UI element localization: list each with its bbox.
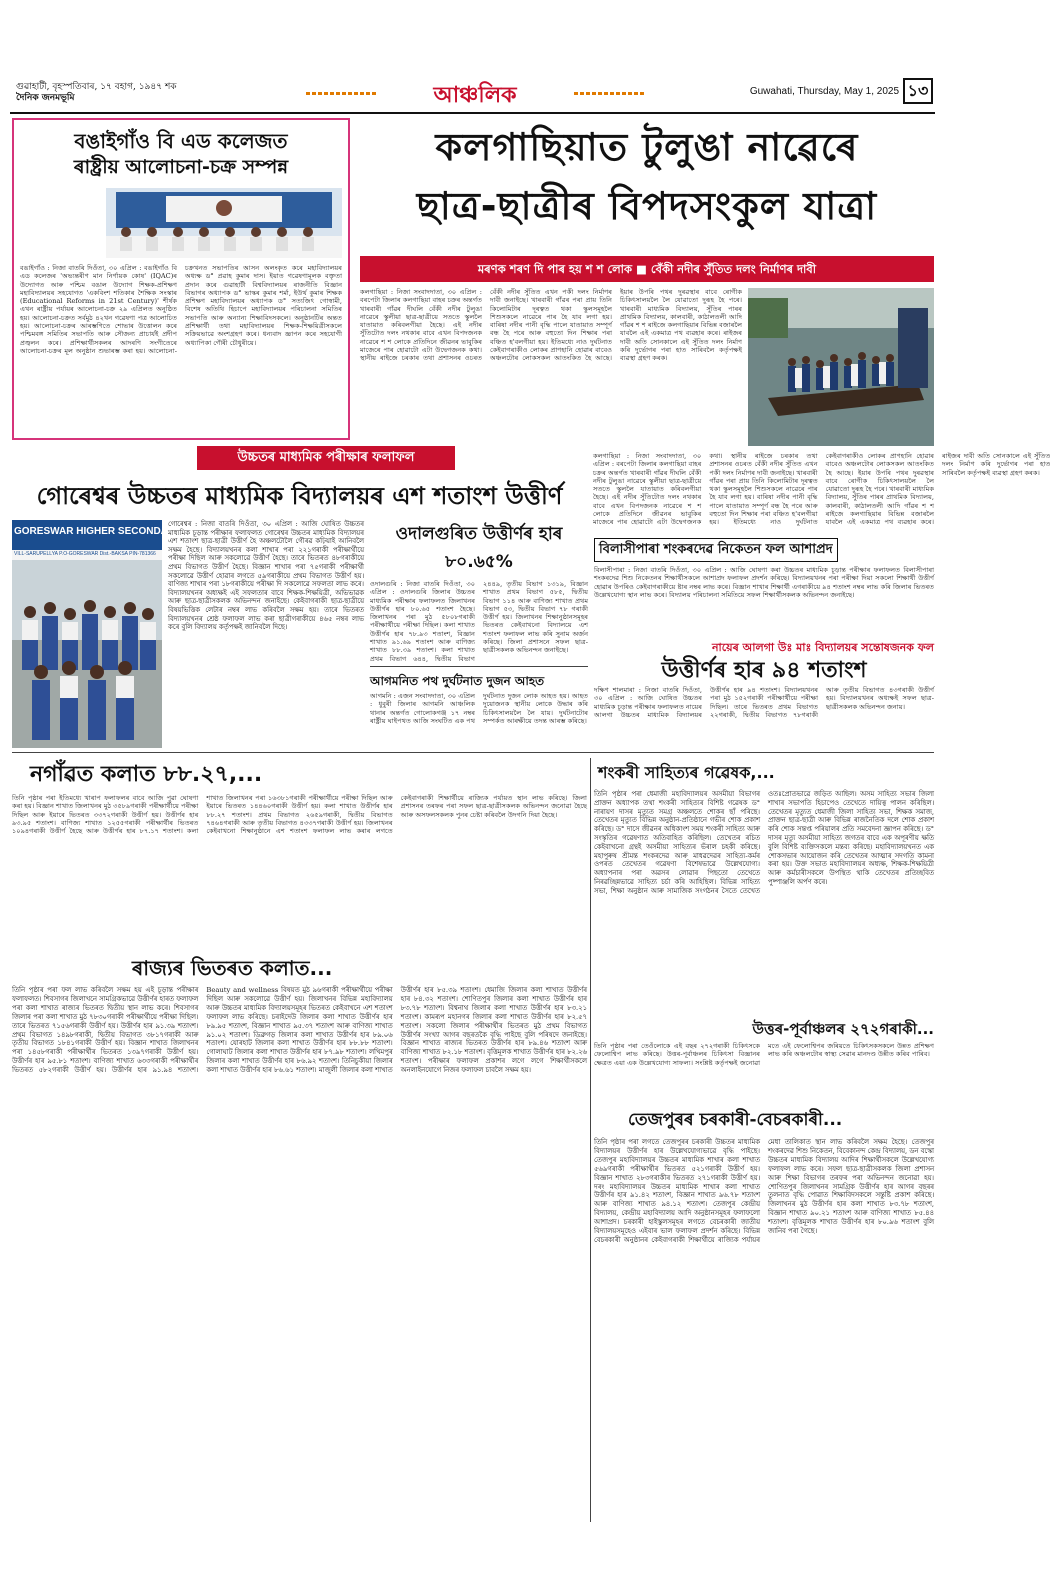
body-accident: আগমনি : এজন সংবাদদাতা, ৩০ এপ্ৰিল : ধুবুৰী জিলাৰ আগমনি আঞ্চলিক থানাৰ অন্তৰ্গত গোলোকগঞ্জ ১৭ নম্বৰ ৰাষ্ট্ৰীয় ঘাইপথত আজি সংঘটিত এক পথ দুৰ্ঘটনাত দুজন লোক আহত হয়। আহত দুয়োজনক স্থানীয় লোকে উদ্ধাৰ কৰি চিকিৎসালয়লৈ লৈ যায়। দুৰ্ঘটনাটোৰ সম্পৰ্কত আৰক্ষীয়ে তদন্ত আৰম্ভ কৰিছে। bbox=[370, 692, 588, 725]
headline-lead-1: কলগাছিয়াত টুলুঙা নাৱেৰে bbox=[435, 125, 859, 169]
body-nagaon: তিনি পৃষ্ঠাৰ পৰা ইতিমধ্যে খাৰাপ ফলাফলৰ বাবে আজি পুৱা ঘোষণা কৰা হয়। বিজ্ঞান শাখাত জিলাখনৰ মুঠ ৩৫৮৯গৰাকী পৰীক্ষাৰ্থীয়ে পৰীক্ষা দিছিল আৰু ইয়াৰে ভিতৰত ৩৩৭২গৰাকী উত্তীৰ্ণ হয়। উত্তীৰ্ণৰ হাৰ ৯৩.৯৫ শতাংশ। বাণিজ্য শাখাত ১২৫৫গৰাকী পৰীক্ষাৰ্থীৰ ভিতৰত ১০৯৪গৰাকী উত্তীৰ্ণ হৈছে আৰু উত্তীৰ্ণৰ হাৰ ৮৭.১৭ শতাংশ। কলা শাখাত জিলাখনৰ পৰা ১৬৩৮১গৰাকী পৰীক্ষাৰ্থীয়ে পৰীক্ষা দিছিল আৰু ইয়াৰে ভিতৰত ১৪৪৬০গৰাকী উত্তীৰ্ণ হয়। কলা শাখাত উত্তীৰ্ণৰ হাৰ ৮৮.২৭ শতাংশ। প্ৰথম বিভাগত ২৬৫৯গৰাকী, দ্বিতীয় বিভাগত ৭৪৬৪গৰাকী আৰু তৃতীয় বিভাগত ৪৩৩৭গৰাকী উত্তীৰ্ণ হয়। জিলাখনৰ কেইবাখনো শিক্ষানুষ্ঠানে এশ শতাংশ ফলাফল লাভ কৰাৰ লগতে কেইবাগৰাকী শিক্ষাৰ্থীয়ে ৰাজ্যিক পৰ্যায়ত স্থান লাভ কৰিছে। জিলা প্ৰশাসনৰ তৰফৰ পৰা সফল ছাত্ৰ-ছাত্ৰীসকলক অভিনন্দন জনোৱা হৈছে আৰু অসফলসকলক পুনৰ চেষ্টা কৰিবলৈ উদগনি দিয়া হৈছে। bbox=[12, 794, 587, 836]
headline-sankari: শংকৰী সাহিত্যৰ গৱেষক,... bbox=[598, 763, 775, 782]
photo-sign-school-address: VILL-SARUPELLYA P.O-GORESWAR Dist.-BAKSA PIN-781366 bbox=[14, 551, 156, 557]
page-number: ১৩ bbox=[903, 78, 933, 104]
masthead-paper-name: দৈনিক জনমভূমি bbox=[16, 93, 75, 103]
masthead-rule bbox=[10, 112, 935, 114]
body-lead-cont-text: কলগাছিয়া : নিজা সংবাদদাতা, ৩০ এপ্ৰিল : বৰপেটা জিলাৰ কলগাছিয়া বাহৰ চক্ৰৰ অন্তৰ্গত খাৰবাৰী গাঁৱৰ দীঘলি বেঁকী নদীৰ টুলুঙা নাৱেৰে স্কুলীয়া ছাত্ৰ-ছাত্ৰীয়ে সততে স্কুললৈ যাতায়াত কৰিবলগীয়া হৈছে। এই নদীৰ সুঁতিটোত দলং নথকাৰ বাবে এখন বিপদজনক নাৱেৰে শ শ লোকে প্ৰতিদিনে জীৱনৰ ভাবুকিৰ মাজেৰে পাৰ হোৱাটো এটা উদ্বেগজনক কথা। স্থানীয় ৰাইজে চৰকাৰ তথা প্ৰশাসনৰ ওচৰত বেঁকী নদীৰ সুঁতিত এখন পকী দলং নিৰ্মাণৰ দাবী জনাইছে। খাৰবাৰী গাঁৱৰ পৰা প্ৰায় তিনি কিলোমিটাৰ দূৰত্বত থকা স্কুলসমূহলৈ শিশুসকলে নাৱেৰে পাৰ হৈ যাব লগা হয়। বাৰিষা নদীৰ পানী বৃদ্ধি পালে যাতায়াত সম্পূৰ্ণ বন্ধ হৈ পৰে আৰু বহুতো দিন শিক্ষাৰ পৰা বঞ্চিত হ'বলগীয়া হয়। ইতিমধ্যে নাও দুৰ্ঘটনাত কেইবাগৰাকীও লোকৰ প্ৰাণহানি হোৱাৰ বাবেও অঞ্চলটোৰ লোকসকল আতংকিত হৈ আছে। ইয়াৰ উপৰি পথৰ দুৰৱস্থাৰ বাবে ৰোগীক চিকিৎসালয়লৈ লৈ যোৱাতো দুৰূহ হৈ পৰে। খাৰবাৰী মাধ্যমিক বিদ্যালয়, সুঁতিৰ পাৰৰ প্ৰাথমিক বিদ্যালয়, কালবাৰী, কাঠালতলী আদি গাঁৱৰ শ শ ৰাইজে কলগাছিয়াৰ বিভিন্ন বজাৰলৈ যাবলৈ এই একমাত্ৰ পথ ব্যৱহাৰ কৰে। ৰাইজৰ দাবী অতি সোনকালে এই সুঁতিত দলং নিৰ্মাণ কৰি দুৰ্ভোগৰ পৰা হাত সাৰিবলৈ কৰ্তৃপক্ষই ব্যৱস্থা গ্ৰহণ কৰক। bbox=[593, 452, 1050, 527]
body-tezpur: তিনি পৃষ্ঠাৰ পৰা লগতে তেজপুৰৰ চৰকাৰী উচ্চতৰ মাধ্যমিক বিদ্যালয়ৰ উত্তীৰ্ণৰ হাৰ উল্লেখযোগ্যভাৱে বৃদ্ধি পাইছে। তেজপুৰ মহাবিদ্যালয়ৰ উচ্চতৰ মাধ্যমিক শাখাৰ কলা শাখাত ৫৬৯গৰাকী পৰীক্ষাৰ্থীৰ ভিতৰত ৫২১গৰাকী উত্তীৰ্ণ হয়। বিজ্ঞান শাখাত ২৮৩গৰাকীৰ ভিতৰত ২৭১গৰাকী উত্তীৰ্ণ হয়। দৰং মহাবিদ্যালয়ৰ উচ্চতৰ মাধ্যমিক শাখাৰ কলা শাখাত উত্তীৰ্ণৰ হাৰ ৯১.৪২ শতাংশ, বিজ্ঞান শাখাত ৯৬.৭৮ শতাংশ আৰু বাণিজ্য শাখাত ৯৪.১২ শতাংশ। তেজপুৰ কেন্দ্ৰীয় বিদ্যালয়, কেন্দ্ৰীয় মহাবিদ্যালয় আদি অনুষ্ঠানসমূহৰ ফলাফলো আশাপ্ৰদ। চৰকাৰী হাইস্কুলসমূহৰ লগতে বেচৰকাৰী জাতীয় বিদ্যালয়সমূহেও এইবাৰ ভাল ফলাফল প্ৰদৰ্শন কৰিছে। বিভিন্ন বেচৰকাৰী অনুষ্ঠানৰ কেইবাগৰাকী শিক্ষাৰ্থীয়ে ৰাজ্যিক পৰ্যায়ৰ মেধা তালিকাত স্থান লাভ কৰিবলৈ সক্ষম হৈছে। তেজপুৰ শংকৰদেৱ শিশু নিকেতন, বিবেকানন্দ কেন্দ্ৰ বিদ্যালয়, ডন বস্কো উচ্চতৰ মাধ্যমিক বিদ্যালয় আদিৰ শিক্ষাৰ্থীসকলে উল্লেখযোগ্য ফলাফল লাভ কৰে। সফল ছাত্ৰ-ছাত্ৰীসকলক জিলা প্ৰশাসন আৰু শিক্ষা বিভাগৰ তৰফৰ পৰা অভিনন্দন জনোৱা হয়। শোণিতপুৰ জিলাখনৰ সামগ্ৰিক উত্তীৰ্ণৰ হাৰ আগৰ বছৰৰ তুলনাত বৃদ্ধি পোৱাত শিক্ষাবিদসকলে সন্তুষ্টি প্ৰকাশ কৰিছে। জিলাখনৰ মুঠ উত্তীৰ্ণৰ হাৰ কলা শাখাত ৮৩.৭৮ শতাংশ, বিজ্ঞান শাখাত ৯০.২১ শতাংশ আৰু বাণিজ্য শাখাত ৮৫.৪৪ শতাংশ। বৃত্তিমূলক শাখাত উত্তীৰ্ণৰ হাৰ ৮০.৯৬ শতাংশ বুলি জানিব পৰা গৈছে। bbox=[594, 1138, 934, 1244]
headline-tezpur: তেজপুৰৰ চৰকাৰী-বেচৰকাৰী... bbox=[628, 1110, 843, 1130]
photo-goreswar-students bbox=[12, 520, 191, 748]
story-northeast bbox=[594, 1016, 934, 1100]
column-rule bbox=[590, 758, 591, 1522]
body-college: বঙাইগাঁও : নিজা বাতৰি দিওঁতা, ৩০ এপ্ৰিল : বঙাইগাঁও বি এড কলেজৰ 'অভ্যন্তৰীণ মান নিৰ্ণায়ক কোষ' (IQAC)ৰ উদ্যোগত আৰু পশ্চিম বঙাল উদ্যোগ শিক্ষক-প্ৰশিক্ষণ মহাবিদ্যালয়ৰ সহযোগত 'একবিংশ শতিকাৰ শৈক্ষিক সংস্কাৰ (Educational Reforms in 21st Century)' শীৰ্ষক এখন ৰাষ্ট্ৰীয় পৰ্যায়ৰ আলোচনা-চক্ৰ ২৯ এপ্ৰিলত অনুষ্ঠিত হয়। আলোচনা-চক্ৰত সৰ্বমুঠ ৪২খন গৱেষণা পত্ৰ আলোচিত হয়। আলোচনা-চক্ৰৰ আৰম্ভণিতে শোভাৰ উত্তোলন কৰে পশ্চিমবঙ্গ সমিতিৰ সভাপতি আৰু সৌজন্য প্ৰাচাৰ্যই প্ৰদীপ প্ৰজ্বলন কৰে। প্ৰশিক্ষাৰ্থীসকলৰ আদৰণি সংগীতেৰে আলোচনা-চক্ৰৰ মূল অনুষ্ঠান শুভাৰম্ভ কৰা হয়। আলোচনা-চক্ৰখনত সভাপতিৰ আসন অলংকৃত কৰে মহাবিদ্যালয়ৰ অধ্যক্ষ ড° প্ৰৱাহ কুমাৰ দাস। ইয়াত গৱেষণামূলক বক্তৃতা প্ৰদান কৰে গুৱাহাটী বিশ্ববিদ্যালয়ৰ ৰাজনীতি বিজ্ঞান বিভাগৰ অধ্যাপক ড° ভাস্কৰ কুমাৰ শৰ্মা, ইউৰ্থ কুমাৰ শিক্ষক প্ৰশিক্ষণ মহাবিদ্যালয়ৰ অধ্যাপক ড° সত্যজিৎ গোস্বামী, বিশেষ অতিথি হিচাপে মহাবিদ্যালয়ৰ পৰিচালনা সমিতিৰ সভাপতি আৰু অন্যান্য শিক্ষাবিদসকলে। অনুষ্ঠানটিৰ অন্তত প্ৰশিক্ষাৰ্থী তথা মহাবিদ্যালয়ৰ শিক্ষক-শিক্ষয়িত্ৰীসকলে সক্ৰিয়ভাৱে অংশগ্ৰহণ কৰে। ধন্যবাদ জ্ঞাপন কৰে সহযোগী অধ্যাপিকা গৌৰী চৌধুৰীয়ে। bbox=[20, 264, 342, 355]
photo-sign-school-name: GORESWAR HIGHER SECONDARY S bbox=[14, 526, 191, 537]
photo-boat-crossing bbox=[748, 288, 934, 446]
masthead-left bbox=[16, 82, 177, 104]
headline-odalguri: ওদালগুৰিত উত্তীৰ্ণৰ হাৰ ৮০.৬৫% bbox=[395, 524, 563, 572]
headline-naeralga: উত্তীৰ্ণৰ হাৰ ৯৪ শতাংশ bbox=[661, 658, 867, 683]
story-college-seminar bbox=[12, 118, 350, 440]
strap-lead: মৰণক শৰণ দি পাৰ হয় শ শ লোক ■ বেঁকী নদীৰ সুঁতিত দলং নিৰ্মাণৰ দাবী bbox=[360, 256, 934, 282]
headline-bilasipara: বিলাসীপাৰা শংকৰদেৱ নিকেতন ফল আশাপ্ৰদ bbox=[594, 538, 838, 562]
story-odalguri bbox=[370, 520, 588, 742]
story-lead-boat bbox=[360, 118, 934, 250]
body-state: তিনি পৃষ্ঠাৰ পৰা ফল লাভ কৰিবলৈ সক্ষম হয় এই চূড়ান্ত পৰীক্ষাৰ ফলাফলত। শিবসাগৰ জিলাখনে সামগ্ৰিকভাৱে উত্তীৰ্ণৰ হাৰত ফলাফল পৰা কলা শাখাত ৰাজ্যৰ ভিতৰত দ্বিতীয় স্থান লাভ কৰে। শিবসাগৰ জিলাৰ পৰা কলা শাখাত মুঠ ৭৮৩০গৰাকী পৰীক্ষাৰ্থীয়ে পৰীক্ষা দিছিল। তাৰে ভিতৰত ৭১৫৬গৰাকী উত্তীৰ্ণ হয়। উত্তীৰ্ণৰ হাৰ ৯১.৩৯ শতাংশ। প্ৰথম বিভাগত ১৪৯৮গৰাকী, দ্বিতীয় বিভাগত ৩৮১৭গৰাকী আৰু তৃতীয় বিভাগত ১৮৪১গৰাকী উত্তীৰ্ণ হয়। বিজ্ঞান শাখাত জিলাখনৰ পৰা ১৪৫৮গৰাকী পৰীক্ষাৰ্থীৰ ভিতৰত ১৩৯৭গৰাকী উত্তীৰ্ণ হয়। উত্তীৰ্ণৰ হাৰ ৯৫.৮১ শতাংশ। বাণিজ্য শাখাত ৬৩৩গৰাকী পৰীক্ষাৰ্থীৰ ভিতৰত ৫৮২গৰাকী উত্তীৰ্ণ হয়। উত্তীৰ্ণৰ হাৰ ৯১.৯৪ শতাংশ। Beauty and wellness বিষয়ত মুঠ ৯৬গৰাকী পৰীক্ষাৰ্থীয়ে পৰীক্ষা দিছিল আৰু সকলোৱে উত্তীৰ্ণ হয়। জিলাখনৰ বিভিন্ন মহাবিদ্যালয় আৰু উচ্চতৰ মাধ্যমিক বিদ্যালয়সমূহৰ ভিতৰত কেইবাখনে এশ শতাংশ ফলাফল লাভ কৰিছে। চৰাইদেউ জিলাৰ কলা শাখাত উত্তীৰ্ণৰ হাৰ ৮৯.৯৫ শতাংশ, বিজ্ঞান শাখাত ৯৫.৩৭ শতাংশ আৰু বাণিজ্য শাখাত ৯১.০২ শতাংশ। ডিব্ৰুগড় জিলাৰ কলা শাখাত উত্তীৰ্ণৰ হাৰ ৮৯.০৬ শতাংশ। যোৰহাট জিলাৰ কলা শাখাত উত্তীৰ্ণৰ হাৰ ৮৮.৮৮ শতাংশ। গোলাঘাট জিলাৰ কলা শাখাত উত্তীৰ্ণৰ হাৰ ৮৭.৯৮ শতাংশ। লখিমপুৰ জিলাৰ কলা শাখাত উত্তীৰ্ণৰ হাৰ ৮৬.৯২ শতাংশ। তিনিচুকীয়া জিলাৰ কলা শাখাত উত্তীৰ্ণৰ হাৰ ৮৬.৬১ শতাংশ। মাজুলী জিলাৰ কলা শাখাত উত্তীৰ্ণৰ হাৰ ৮৫.৩৯ শতাংশ। ধেমাজি জিলাৰ কলা শাখাত উত্তীৰ্ণৰ হাৰ ৮৪.৩২ শতাংশ। শোণিতপুৰ জিলাৰ কলা শাখাত উত্তীৰ্ণৰ হাৰ ৮৩.৭৮ শতাংশ। বিশ্বনাথ জিলাৰ কলা শাখাত উত্তীৰ্ণৰ হাৰ ৮৩.২১ শতাংশ। কামৰূপ মহানগৰ জিলাৰ কলা শাখাত উত্তীৰ্ণৰ হাৰ ৮২.৫৭ শতাংশ। সকলো জিলাৰ পৰীক্ষাৰ্থীৰ ভিতৰত মুঠ প্ৰথম বিভাগত উত্তীৰ্ণৰ সংখ্যা আগৰ বছৰতকৈ বৃদ্ধি পাইছে বুলি পৰিষদে জনাইছে। বিজ্ঞান শাখাত ৰাজ্যৰ ভিতৰত উত্তীৰ্ণৰ হাৰ ৮৯.৪৬ শতাংশ আৰু বাণিজ্য শাখাত ৮২.১৮ শতাংশ। বৃত্তিমূলক শাখাত উত্তীৰ্ণৰ হাৰ ৮২.২৬ শতাংশ। পৰীক্ষাৰ ফলাফল প্ৰকাশৰ লগে লগে শিক্ষাৰ্থীসকলে অনলাইনযোগে নিজৰ ফলাফল চাবলৈ সক্ষম হয়। bbox=[12, 986, 587, 1075]
photo-seminar-stage bbox=[106, 188, 342, 258]
story-state bbox=[12, 952, 587, 1522]
body-bilasipara: বিলাসীপাৰা : নিজা বাতৰি দিওঁতা, ৩০ এপ্ৰিল : আজি ঘোষণা কৰা উচ্চতৰ মাধ্যমিক চূড়ান্ত পৰীক্ষাৰ ফলাফলত বিলাসীপাৰা শংকৰদেৱ শিশু নিকেতনৰ শিক্ষাৰ্থীসকলে আশাপ্ৰদ ফলাফল প্ৰদৰ্শন কৰিছে। বিদ্যালয়খনৰ পৰা পৰীক্ষা দিয়া সকলো শিক্ষাৰ্থী উত্তীৰ্ণ হোৱাৰ উপৰিও কেইবাগৰাকীয়ে ষ্টাৰ নম্বৰ লাভ কৰে। বিজ্ঞান শাখাৰ শিক্ষাৰ্থী এগৰাকীয়ে ৯৪ শতাংশ নম্বৰ লাভ কৰি জিলাৰ ভিতৰত উল্লেখযোগ্য স্থান লাভ কৰে। বিদ্যালয় পৰিচালনা সমিতিয়ে সফল শিক্ষাৰ্থীসকলক অভিনন্দন জনাইছে। bbox=[594, 566, 934, 599]
body-goreswar: গোৰেশ্বৰ : নিজা বাতৰি দিওঁতা, ৩০ এপ্ৰিল : আজি ঘোষিত উচ্চতৰ মাধ্যমিক চূড়ান্ত পৰীক্ষাৰ ফলাফলত গোৰেশ্বৰ উচ্চতৰ মাধ্যমিক বিদ্যালয়ৰ এশ শতাংশ ছাত্ৰ-ছাত্ৰী উত্তীৰ্ণ হৈ অঞ্চলটোলৈ গৌৰৱ কঢ়িয়াই আনিবলৈ সক্ষম হৈছে। বিদ্যালয়খনৰ কলা শাখাৰ পৰা ২২১গৰাকী পৰীক্ষাৰ্থীয়ে পৰীক্ষা দিছিল আৰু সকলোৱে উত্তীৰ্ণ হৈছে। তাৰে ভিতৰত ৪৮গৰাকীয়ে প্ৰথম বিভাগত উত্তীৰ্ণ হৈছে। বিজ্ঞান শাখাৰ পৰা ৭৫গৰাকী পৰীক্ষাৰ্থী সকলোৱে উত্তীৰ্ণ হোৱাৰ লগতে ৫৯গৰাকীয়ে প্ৰথম বিভাগত উত্তীৰ্ণ হয়। বাণিজ্য শাখাৰ পৰা ১৮গৰাকীয়ে পৰীক্ষা দি সকলোৱে সফলতা লাভ কৰে। বিদ্যালয়খনৰ অধ্যক্ষই এই সফলতাৰ বাবে শিক্ষক-শিক্ষয়িত্ৰী, অভিভাৱক আৰু ছাত্ৰ-ছাত্ৰীসকলক অভিনন্দন জনাইছে। কেইবাগৰাকী ছাত্ৰ-ছাত্ৰীয়ে বিষয়ভিত্তিক লেটাৰ নম্বৰ লাভ কৰিবলৈ সক্ষম হয়। তাৰে ভিতৰত বিদ্যালয়খনৰ শ্ৰেষ্ঠ ফলাফল লাভ কৰা ছাত্ৰীগৰাকীয়ে ৪৬৫ নম্বৰ লাভ কৰে বুলি বিদ্যালয় কৰ্তৃপক্ষই জানিবলৈ দিছে। bbox=[168, 520, 364, 632]
body-sankari: তিনি পৃষ্ঠাৰ পৰা ধেমাজী মহাবিদ্যালয়ৰ অসমীয়া বিভাগৰ প্ৰাক্তন অধ্যাপক তথা শংকৰী সাহিত্যৰ বিশিষ্ট গৱেষক ড° নাৰায়ণ দাসৰ মৃত্যুত সমগ্ৰ অঞ্চলতে শোকৰ ছাঁ পৰিছে। তেখেতৰ মৃত্যুত বিভিন্ন অনুষ্ঠান-প্ৰতিষ্ঠানে গভীৰ শোক প্ৰকাশ কৰিছে। ড° দাসে জীৱনৰ অধিকাংশ সময় শংকৰী সাহিত্য আৰু সংস্কৃতিৰ গৱেষণাত অতিবাহিত কৰিছিল। তেখেতৰ ৰচিত কেইবাখনো গ্ৰন্থই অসমীয়া সাহিত্যৰ ভঁৰাল চহকী কৰিছে। মহাপুৰুষ শ্ৰীমন্ত শংকৰদেৱ আৰু মাধৱদেৱৰ সাহিত্য-কৰ্মৰ ওপৰত তেখেতৰ গৱেষণা বিশেষভাৱে উল্লেখযোগ্য। অধ্যাপনাৰ পৰা অৱসৰ লোৱাৰ পিছতো তেখেতে নিৰৱচ্ছিন্নভাৱে সাহিত্য চৰ্চা কৰি আহিছিল। বিভিন্ন সাহিত্য সভা, শিক্ষা অনুষ্ঠান আৰু সামাজিক সংগঠনৰ সৈতে তেখেত ওতঃপ্ৰোতভাৱে জড়িত আছিল। অসম সাহিত্য সভাৰ জিলা শাখাৰ সভাপতি হিচাপেও তেখেতে দায়িত্ব পালন কৰিছিল। তেখেতৰ মৃত্যুত ধেমাজী জিলা সাহিত্য সভা, শিক্ষক সমাজ, প্ৰাক্তন ছাত্ৰ-ছাত্ৰী আৰু বিভিন্ন ৰাজনৈতিক দলে শোক প্ৰকাশ কৰি শোক সন্তপ্ত পৰিয়ালৰ প্ৰতি সমবেদনা জ্ঞাপন কৰিছে। ড° দাসৰ মৃত্যু অসমীয়া সাহিত্য জগতৰ বাবে এক অপূৰণীয় ক্ষতি বুলি বিশিষ্ট ব্যক্তিসকলে মন্তব্য কৰিছে। মহাবিদ্যালয়খনত এক শোকসভাৰ আয়োজন কৰি তেখেতৰ আত্মাৰ সদগতি কামনা কৰা হয়। উক্ত সভাত মহাবিদ্যালয়ৰ অধ্যক্ষ, শিক্ষক-শিক্ষয়িত্ৰী আৰু কৰ্মচাৰীসকলে উপস্থিত থাকি তেখেতৰ প্ৰতিচ্ছবিত পুষ্পাঞ্জলি অৰ্পণ কৰে। bbox=[594, 790, 934, 895]
masthead bbox=[10, 78, 935, 110]
section-logo: আঞ্চলিক bbox=[380, 78, 570, 108]
headline-state: ৰাজ্যৰ ভিতৰত কলাত... bbox=[132, 956, 333, 980]
banner-hs-results: উচ্চতৰ মাধ্যমিক পৰীক্ষাৰ ফলাফল bbox=[197, 446, 455, 470]
body-odalguri: ওদালগুৰি : নিজা বাতৰি দিওঁতা, ৩০ এপ্ৰিল : ওদালগুৰি জিলাৰ উচ্চতৰ মাধ্যমিক পৰীক্ষাৰ ফলাফলত জিলাখনৰ উত্তীৰ্ণৰ হাৰ ৮০.৬৫ শতাংশ হৈছে। জিলাখনৰ পৰা মুঠ ৫৮০৮গৰাকী পৰীক্ষাৰ্থীয়ে পৰীক্ষা দিছিল। কলা শাখাত উত্তীৰ্ণৰ হাৰ ৭৮.৯৩ শতাংশ, বিজ্ঞান শাখাত ৯১.৬৯ শতাংশ আৰু বাণিজ্য শাখাত ৮৮.৩৯ শতাংশ। কলা শাখাত প্ৰথম বিভাগ ৬৪৪, দ্বিতীয় বিভাগ ২৪৪৯, তৃতীয় বিভাগ ১৩১৯, বিজ্ঞান শাখাত প্ৰথম বিভাগ ৫৮৫, দ্বিতীয় বিভাগ ১১৪ আৰু বাণিজ্য শাখাত প্ৰথম বিভাগ ৫৩, দ্বিতীয় বিভাগ ৭৮ গৰাকী উত্তীৰ্ণ হয়। জিলাখনৰ শিক্ষানুষ্ঠানসমূহৰ ভিতৰত কেইবাখনো বিদ্যালয়ে এশ শতাংশ ফলাফল লাভ কৰি সুনাম অৰ্জন কৰিছে। জিলা প্ৰশাসনে সফল ছাত্ৰ-ছাত্ৰীসকলক অভিনন্দন জনাইছে। bbox=[370, 580, 588, 663]
headline-college-1: বঙাইগাঁও বি এড কলেজত bbox=[74, 129, 288, 153]
headline-goreswar: গোৰেশ্বৰ উচ্চতৰ মাধ্যমিক বিদ্যালয়ৰ এশ শতাংশ উত্তীৰ্ণ bbox=[36, 482, 563, 510]
body-lead-continued bbox=[593, 452, 1050, 530]
masthead-date-english: Guwahati, Thursday, May 1, 2025 bbox=[749, 86, 899, 97]
rule-mid bbox=[12, 752, 934, 753]
headline-college-2: ৰাষ্ট্ৰীয় আলোচনা-চক্ৰ সম্পন্ন bbox=[73, 156, 289, 178]
headline-accident: আগমনিত পথ দুৰ্ঘটনাত দুজন আহত bbox=[370, 674, 545, 688]
body-northeast: তিনি পৃষ্ঠাৰ পৰা তেওঁলোকে এই বছৰ ২৭২গৰাকী চিকিৎসকে ফেলোশ্বিপ লাভ কৰিছে। উত্তৰ-পূৰ্বাঞ্চলৰ চিকিৎসা বিজ্ঞানৰ ক্ষেত্ৰত এয়া এক উল্লেখযোগ্য সাফল্য। সংশ্লিষ্ট কৰ্তৃপক্ষই জনোৱা মতে এই ফেলোশ্বিপৰ জৰিয়তে চিকিৎসকসকলে উন্নত প্ৰশিক্ষণ লাভ কৰি অঞ্চলটোৰ স্বাস্থ্য সেৱাৰ মানদণ্ড উন্নীত কৰিব পাৰিব। bbox=[594, 1042, 934, 1067]
story-naeralga bbox=[594, 640, 934, 748]
story-nagaon bbox=[12, 758, 587, 948]
story-bilasipara bbox=[594, 538, 934, 634]
kicker-naeralga: নায়েৰ আলগা উঃ মাঃ বিদ্যালয়ৰ সন্তোষজনক ফল bbox=[711, 641, 934, 654]
body-lead: কলগাছিয়া : নিজা সংবাদদাতা, ৩০ এপ্ৰিল : বৰপেটা জিলাৰ কলগাছিয়া বাহৰ চক্ৰৰ অন্তৰ্গত খাৰবাৰী গাঁৱৰ দীঘলি বেঁকী নদীৰ টুলুঙা নাৱেৰে স্কুলীয়া ছাত্ৰ-ছাত্ৰীয়ে সততে স্কুললৈ যাতায়াত কৰিবলগীয়া হৈছে। এই নদীৰ সুঁতিটোত দলং নথকাৰ বাবে এখন বিপদজনক নাৱেৰে শ শ লোকে প্ৰতিদিনে জীৱনৰ ভাবুকিৰ মাজেৰে পাৰ হোৱাটো এটা উদ্বেগজনক কথা। স্থানীয় ৰাইজে চৰকাৰ তথা প্ৰশাসনৰ ওচৰত বেঁকী নদীৰ সুঁতিত এখন পকী দলং নিৰ্মাণৰ দাবী জনাইছে। খাৰবাৰী গাঁৱৰ পৰা প্ৰায় তিনি কিলোমিটাৰ দূৰত্বত থকা স্কুলসমূহলৈ শিশুসকলে নাৱেৰে পাৰ হৈ যাব লগা হয়। বাৰিষা নদীৰ পানী বৃদ্ধি পালে যাতায়াত সম্পূৰ্ণ বন্ধ হৈ পৰে আৰু বহুতো দিন শিক্ষাৰ পৰা বঞ্চিত হ'বলগীয়া হয়। ইতিমধ্যে নাও দুৰ্ঘটনাত কেইবাগৰাকীও লোকৰ প্ৰাণহানি হোৱাৰ বাবেও অঞ্চলটোৰ লোকসকল আতংকিত হৈ আছে। ইয়াৰ উপৰি পথৰ দুৰৱস্থাৰ বাবে ৰোগীক চিকিৎসালয়লৈ লৈ যোৱাতো দুৰূহ হৈ পৰে। খাৰবাৰী মাধ্যমিক বিদ্যালয়, সুঁতিৰ পাৰৰ প্ৰাথমিক বিদ্যালয়, কালবাৰী, কাঠালতলী আদি গাঁৱৰ শ শ ৰাইজে কলগাছিয়াৰ বিভিন্ন বজাৰলৈ যাবলৈ এই একমাত্ৰ পথ ব্যৱহাৰ কৰে। ৰাইজৰ দাবী অতি সোনকালে এই সুঁতিত দলং নিৰ্মাণ কৰি দুৰ্ভোগৰ পৰা হাত সাৰিবলৈ কৰ্তৃপক্ষই ব্যৱস্থা গ্ৰহণ কৰক। bbox=[360, 288, 742, 363]
masthead-date-assamese: গুৱাহাটী, বৃহস্পতিবাৰ, ১৭ বহাগ, ১৯৪৭ শক bbox=[16, 82, 177, 92]
body-naeralga: দক্ষিণ শালমাৰা : নিজা বাতৰি দিওঁতা, ৩০ এপ্ৰিল : আজি ঘোষিত উচ্চতৰ মাধ্যমিক চূড়ান্ত পৰীক্ষাৰ ফলাফলত নায়েৰ আলগা উচ্চতৰ মাধ্যমিক বিদ্যালয়ৰ উত্তীৰ্ণৰ হাৰ ৯৪ শতাংশ। বিদ্যালয়খনৰ পৰা মুঠ ১৫২গৰাকী পৰীক্ষাৰ্থীয়ে পৰীক্ষা দিছিল। তাৰে ভিতৰত প্ৰথম বিভাগত ২২গৰাকী, দ্বিতীয় বিভাগত ৭৮গৰাকী আৰু তৃতীয় বিভাগত ৪৩গৰাকী উত্তীৰ্ণ হয়। বিদ্যালয়খনৰ অধ্যক্ষই সফল ছাত্ৰ-ছাত্ৰীসকলক অভিনন্দন জনায়। bbox=[594, 686, 934, 719]
divider-odalguri bbox=[370, 666, 588, 667]
headline-northeast: উত্তৰ-পূৰ্বাঞ্চলৰ ২৭২গৰাকী... bbox=[752, 1020, 934, 1038]
headline-lead-2: ছাত্ৰ-ছাত্ৰীৰ বিপদসংকুল যাত্ৰা bbox=[416, 184, 878, 228]
headline-nagaon: নগাঁৱত কলাত ৮৮.২৭,... bbox=[30, 762, 263, 787]
story-sankari bbox=[594, 758, 934, 1010]
story-tezpur bbox=[594, 1104, 934, 1522]
